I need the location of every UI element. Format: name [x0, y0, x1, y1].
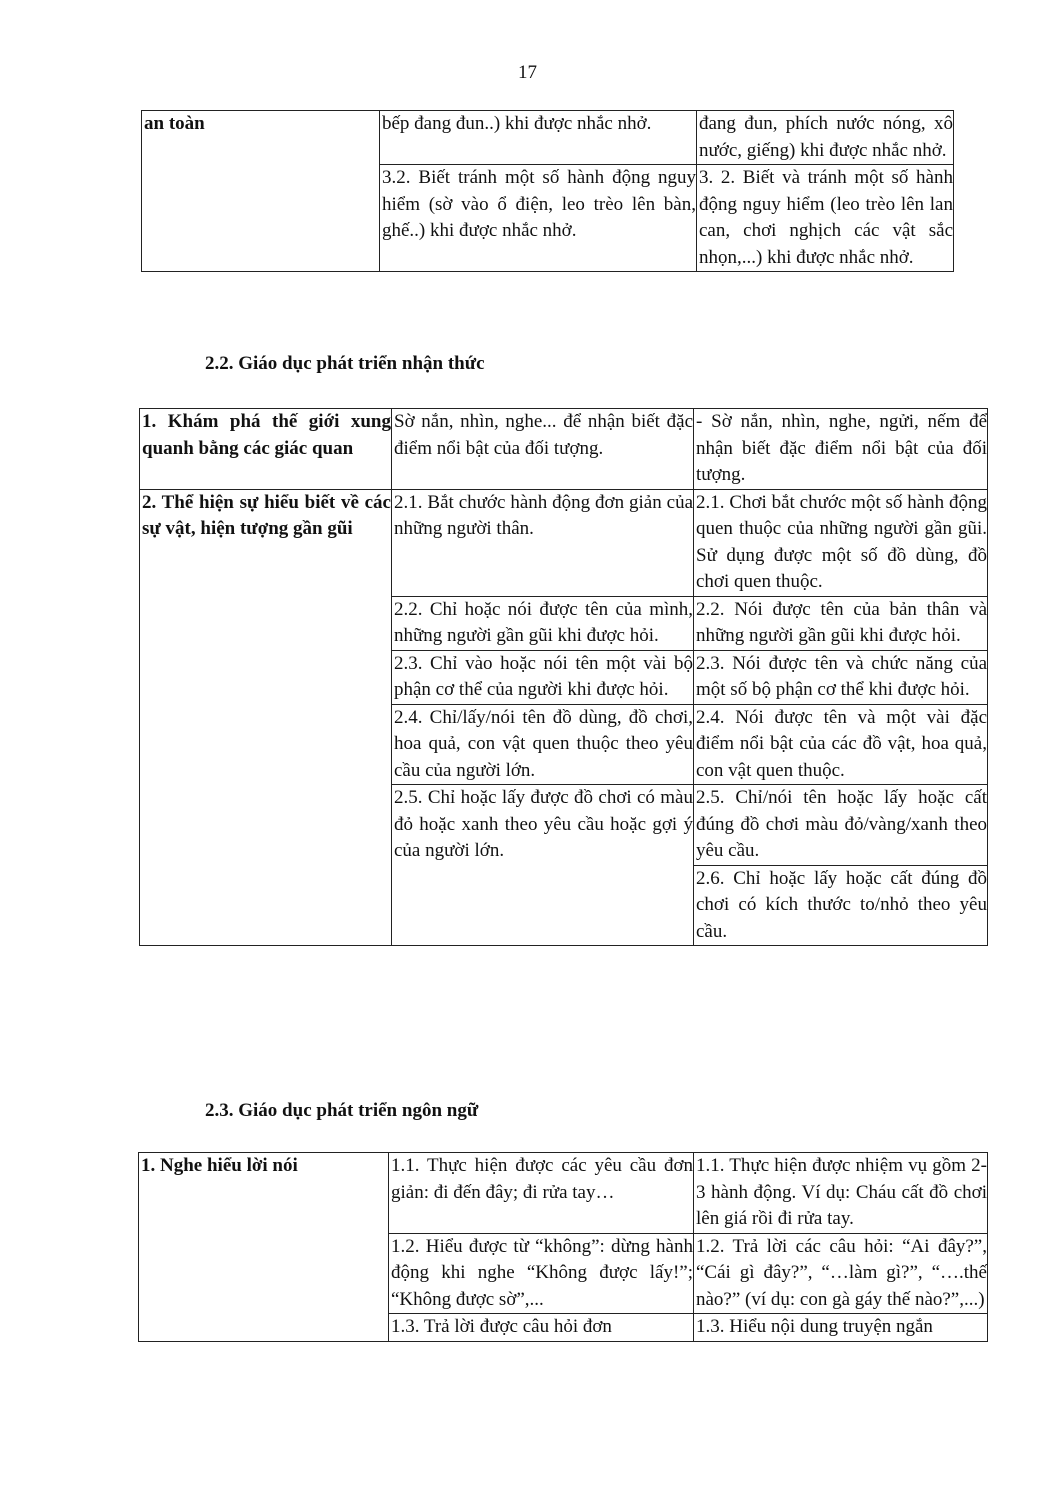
section-heading: 2.2. Giáo dục phát triển nhận thức [205, 353, 485, 374]
table-cell-age1: 2.1. Bắt chước hành động đơn giản của những người thân. [392, 489, 694, 596]
table-row [140, 489, 988, 596]
table-cell-age2: 1.3. Hiểu nội dung truyện ngắn [694, 1314, 988, 1342]
safety-table [141, 110, 954, 272]
table-cell-age2: 2.4. Nói được tên và một vài đặc điểm nổi bật của các đồ vật, hoa quả, con vật quen thuộc. [694, 704, 988, 785]
table-cell-age2: 2.6. Chỉ hoặc lấy hoặc cất đúng đồ chơi có kích thước to/nhỏ theo yêu cầu. [694, 865, 988, 946]
section-heading: 2.3. Giáo dục phát triển ngôn ngữ [205, 1100, 479, 1121]
table-cell-age2: 1.1. Thực hiện được nhiệm vụ gồm 2-3 hành động. Ví dụ: Cháu cất đồ chơi lên giá rồi đi rửa tay. [694, 1153, 988, 1234]
table-cell-age1: 2.4. Chỉ/lấy/nói tên đồ dùng, đồ chơi, hoa quả, con vật quen thuộc theo yêu cầu của người lớn. [392, 704, 694, 785]
table-cell-age2: 2.2. Nói được tên của bản thân và những người gần gũi khi được hỏi. [694, 596, 988, 650]
table-cell-category: 1. Khám phá thế giới xung quanh bằng các giác quan [140, 409, 392, 490]
table-cell-age2: 2.3. Nói được tên và chức năng của một số bộ phận cơ thể khi được hỏi. [694, 650, 988, 704]
table-cell-age2: 3. 2. Biết và tránh một số hành động nguy hiểm (leo trèo lên lan can, chơi nghịch các vật sắc nhọn,...) khi được nhắc nhở. [697, 165, 954, 272]
table-row [140, 409, 988, 490]
table-cell-age1: 2.5. Chỉ hoặc lấy được đồ chơi có màu đỏ hoặc xanh theo yêu cầu hoặc gợi ý của người lớn. [392, 785, 694, 946]
table-cell-category: 1. Nghe hiểu lời nói [139, 1153, 389, 1342]
table-cell-age1: 2.2. Chỉ hoặc nói được tên của mình, những người gần gũi khi được hỏi. [392, 596, 694, 650]
cognitive-table [139, 408, 988, 946]
table-cell-category: 2. Thể hiện sự hiểu biết về các sự vật, hiện tượng gần gũi [140, 489, 392, 946]
table-cell-age1: 1.2. Hiểu được từ “không”: dừng hành động khi nghe “Không được lấy!”; “Không được sờ”,... [389, 1233, 694, 1314]
table-row [142, 111, 954, 165]
table-cell-age1: Sờ nắn, nhìn, nghe... để nhận biết đặc điểm nổi bật của đối tượng. [392, 409, 694, 490]
table-cell-age2: - Sờ nắn, nhìn, nghe, ngửi, nếm để nhận biết đặc điểm nổi bật của đối tượng. [694, 409, 988, 490]
table-cell-age1: 2.3. Chỉ vào hoặc nói tên một vài bộ phận cơ thể của người khi được hỏi. [392, 650, 694, 704]
table-cell-age1: 1.3. Trả lời được câu hỏi đơn [389, 1314, 694, 1342]
table-cell-category: an toàn [142, 111, 380, 272]
table-cell-age1: 1.1. Thực hiện được các yêu cầu đơn giản: đi đến đây; đi rửa tay… [389, 1153, 694, 1234]
table-cell-age1: 3.2. Biết tránh một số hành động nguy hiểm (sờ vào ổ điện, leo trèo lên bàn, ghế..) khi được nhắc nhở. [380, 165, 697, 272]
table-cell-age2: 1.2. Trả lời các câu hỏi: “Ai đây?”, “Cái gì đây?”, “…làm gì?”, “….thế nào?” (ví dụ: con gà gáy thế nào?”,...) [694, 1233, 988, 1314]
table-cell-age2: 2.5. Chỉ/nói tên hoặc lấy hoặc cất đúng đồ chơi màu đỏ/vàng/xanh theo yêu cầu. [694, 785, 988, 866]
table-cell-age2: đang đun, phích nước nóng, xô nước, giếng) khi được nhắc nhở. [697, 111, 954, 165]
table-row [139, 1153, 988, 1234]
language-table [138, 1152, 988, 1342]
table-cell-age2: 2.1. Chơi bắt chước một số hành động quen thuộc của những người gần gũi. Sử dụng được một số đồ dùng, đồ chơi quen thuộc. [694, 489, 988, 596]
table-cell-age1: bếp đang đun..) khi được nhắc nhở. [380, 111, 697, 165]
page-number: 17 [518, 62, 537, 83]
